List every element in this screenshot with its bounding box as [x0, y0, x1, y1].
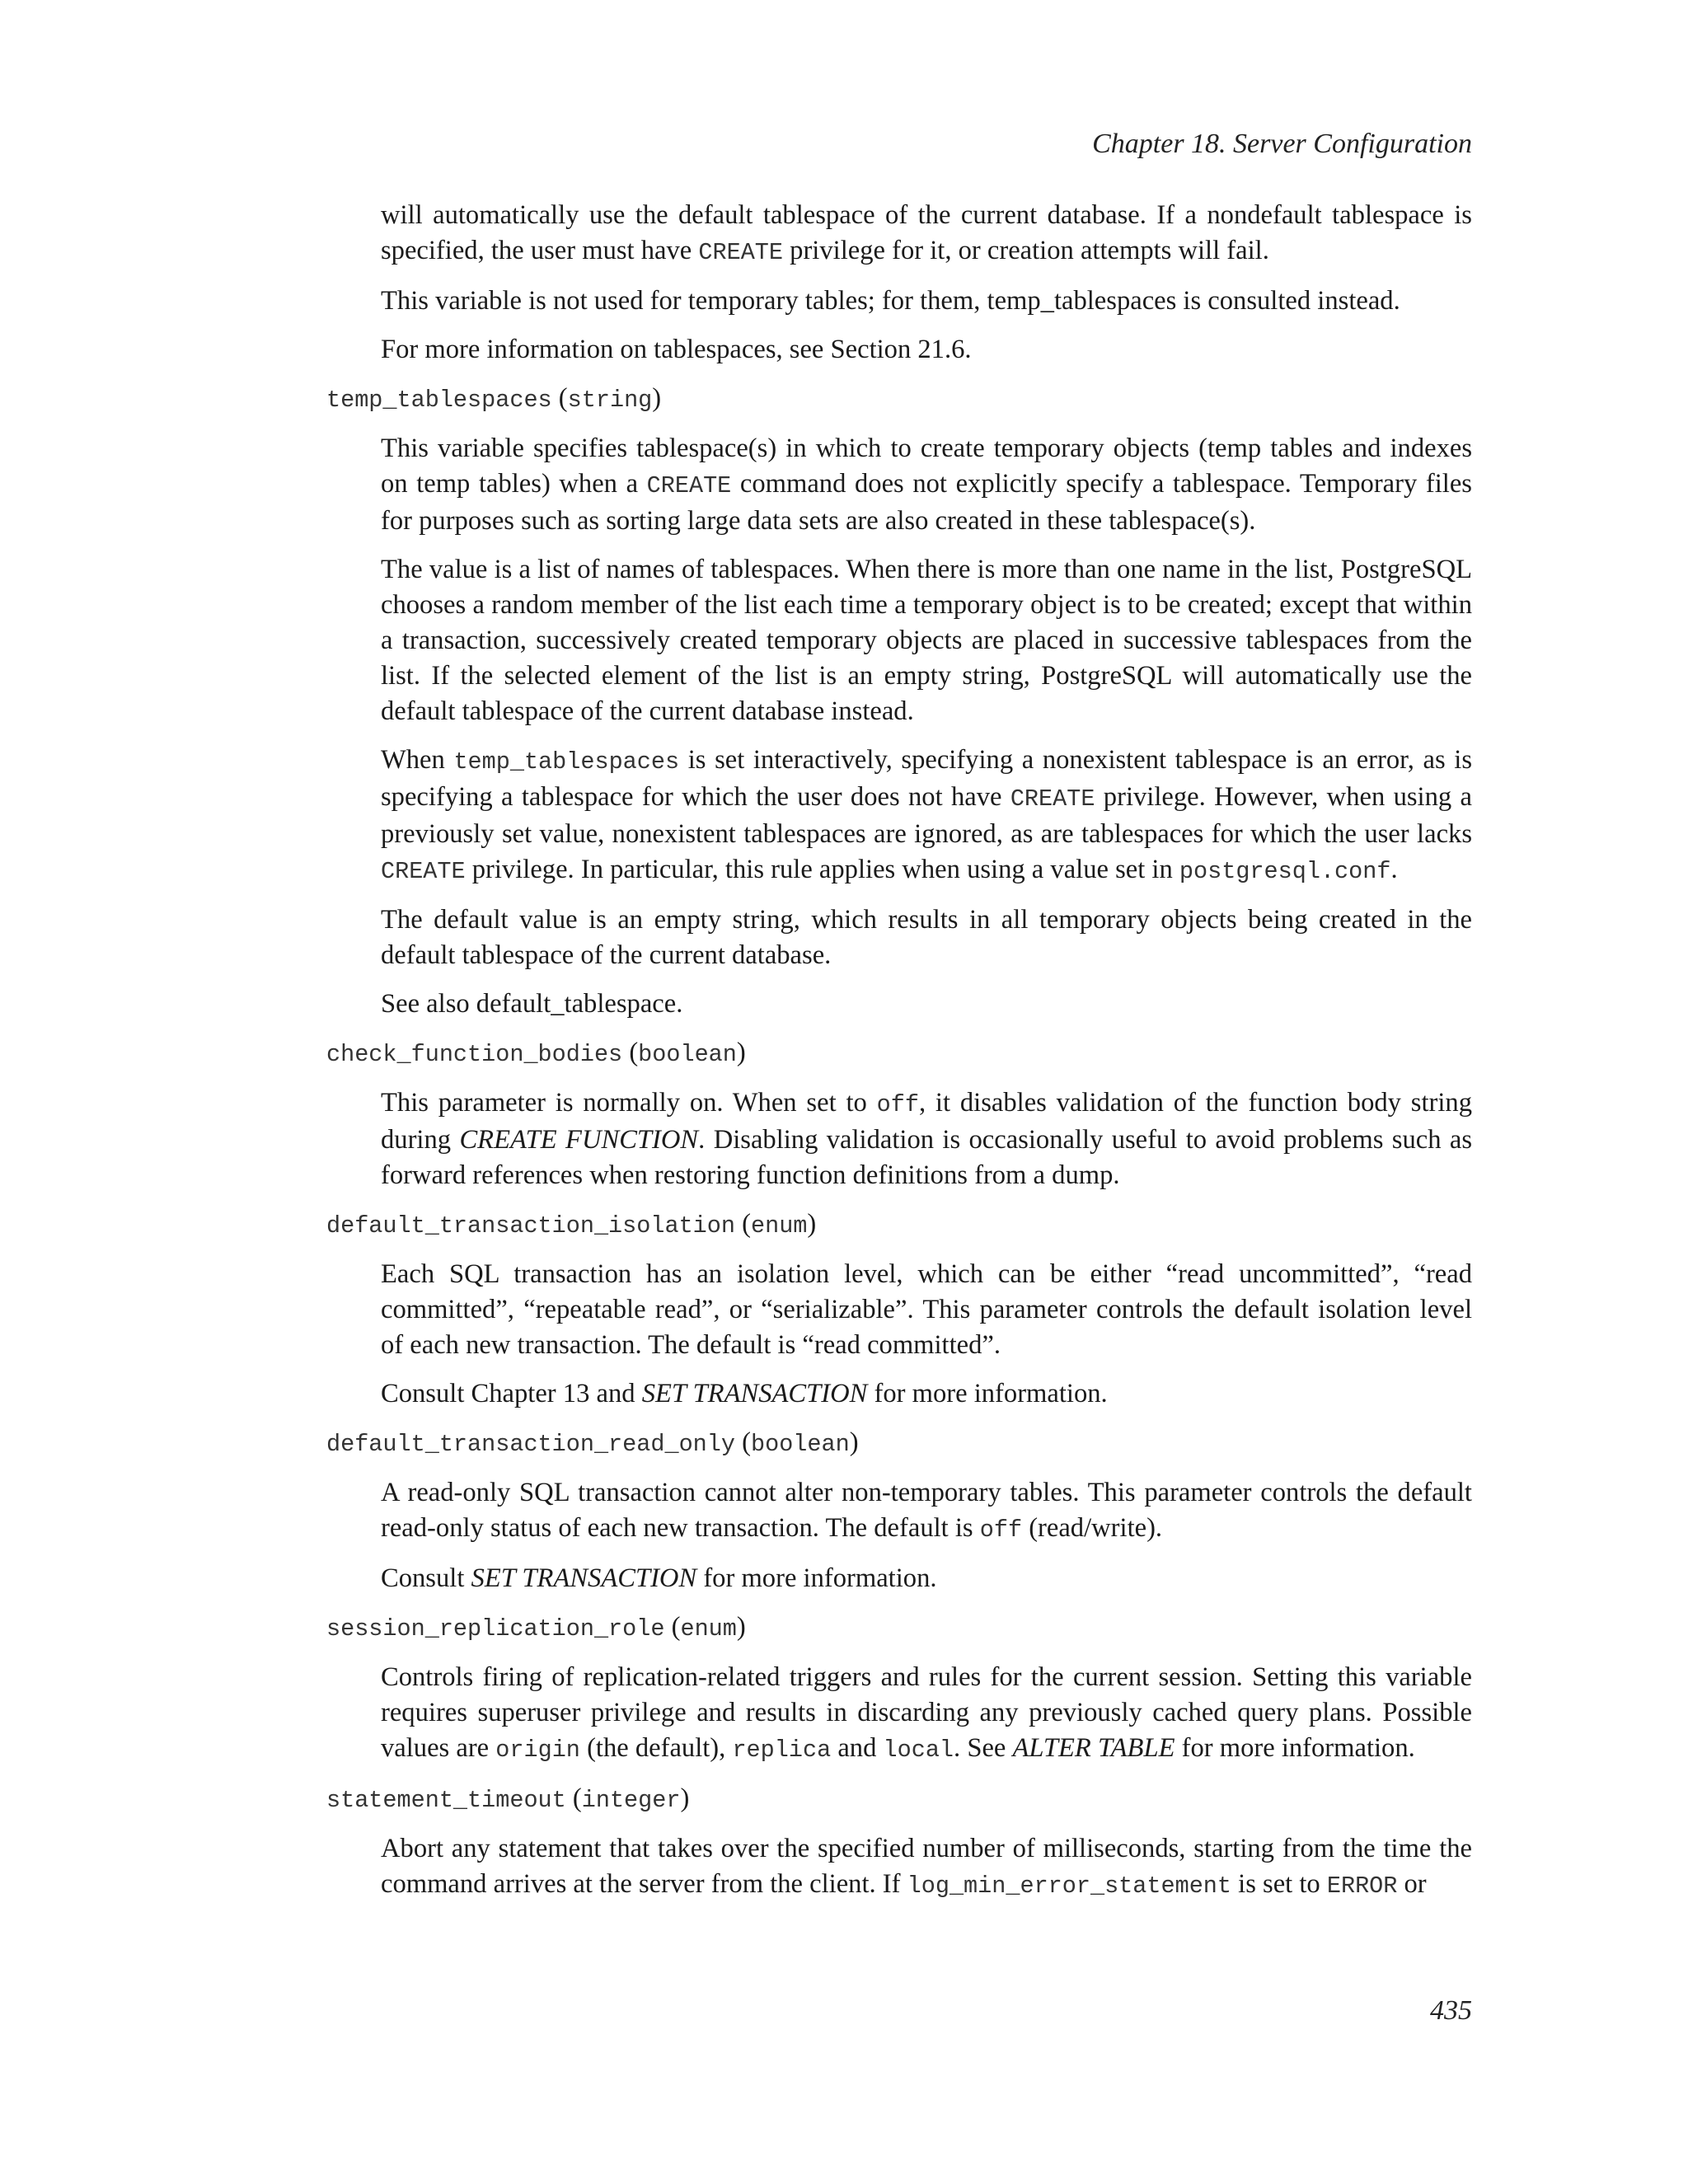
parameter-name: default_transaction_read_only	[326, 1431, 735, 1458]
parameter-term: default_transaction_read_only (boolean)	[326, 1427, 859, 1458]
paragraph	[381, 987, 1472, 1022]
inline-code: CREATE	[1010, 785, 1095, 813]
text-run: This parameter is normally on. When set to	[381, 1088, 877, 1118]
text-run: for more information.	[1175, 1733, 1415, 1763]
paragraph	[381, 743, 1472, 889]
paragraph	[381, 431, 1472, 539]
parameter-type: enum	[680, 1615, 737, 1643]
parameter-type: boolean	[638, 1041, 737, 1068]
text-run: command does not explicitly specify a tablespace. Temporary files for purposes such as sorting large data sets are also created in these tablespace(s).	[381, 469, 1472, 536]
text-run: When	[381, 745, 454, 775]
parameter-name: temp_tablespaces	[326, 387, 552, 414]
text-run: or	[1397, 1869, 1427, 1899]
text-run: . See	[954, 1733, 1013, 1763]
parameter-type: boolean	[750, 1431, 850, 1458]
parameter-name: default_transaction_isolation	[326, 1212, 735, 1240]
text-run: The default value is an empty string, which results in all temporary objects being created in the default tablespace of the current database.	[381, 905, 1472, 970]
paragraph	[381, 552, 1472, 729]
text-run: for more information.	[696, 1563, 937, 1593]
text-run: will automatically use the default tablespace of the current database. If a nondefault tablespace is specified, the user must have	[381, 200, 1472, 265]
text-run: (read/write).	[1022, 1513, 1163, 1543]
paragraph	[381, 902, 1472, 973]
inline-code: CREATE	[698, 239, 784, 266]
parameter-term: check_function_bodies (boolean)	[326, 1038, 746, 1068]
text-run: See also default_tablespace.	[381, 989, 683, 1019]
paragraph	[381, 1831, 1472, 1904]
text-run: and	[831, 1733, 884, 1763]
parameter-term: temp_tablespaces (string)	[326, 383, 662, 414]
text-run: , it disables validation of the function body string during	[381, 1088, 1473, 1155]
inline-code: off	[876, 1091, 919, 1118]
paragraph	[381, 198, 1472, 270]
page-number: 435	[1430, 1995, 1472, 2026]
text-run: .	[1390, 855, 1398, 884]
text-run: privilege. However, when using a previously set value, nonexistent tablespaces are ignored, as are tablespaces for which the user lacks	[381, 782, 1472, 849]
inline-code: postgresql.conf	[1179, 858, 1391, 885]
parameter-term: default_transaction_isolation (enum)	[326, 1209, 817, 1240]
paragraph	[381, 1257, 1472, 1363]
parameter-type: string	[567, 387, 653, 414]
inline-code: origin	[495, 1736, 580, 1764]
text-run: (the default),	[579, 1733, 733, 1763]
inline-code: local	[883, 1736, 954, 1764]
text-run: . Disabling validation is occasionally useful to avoid problems such as forward references when restoring function definitions from a dump.	[381, 1125, 1473, 1190]
paragraph	[381, 284, 1472, 319]
text-run: Abort any statement that takes over the specified number of milliseconds, starting from the time the command arrives at the server from the client. If	[381, 1834, 1472, 1899]
emphasis-text: SET TRANSACTION	[641, 1379, 868, 1408]
parameter-name: session_replication_role	[326, 1615, 665, 1643]
text-run: This variable is not used for temporary tables; for them, temp_tablespaces is consulted instead.	[381, 286, 1400, 316]
inline-code: CREATE	[381, 858, 466, 885]
text-run: The value is a list of names of tablespaces. When there is more than one name in the list, PostgreSQL chooses a random member of the list each time a temporary object is to be created; except that within a transaction, successively created temporary objects are placed in successive tablespaces from the list. If the selected element of the list is an empty string, PostgreSQL will automatically use the default tablespace of the current database instead.	[381, 555, 1472, 726]
text-run: For more information on tablespaces, see Section 21.6.	[381, 335, 972, 364]
text-run: privilege for it, or creation attempts will fail.	[783, 236, 1269, 265]
page-body	[326, 198, 1472, 1917]
text-run: Controls firing of replication-related triggers and rules for the current session. Setting this variable requires superuser privilege and results in discarding any previously cached query plans. Possible values are	[381, 1662, 1472, 1763]
paragraph	[381, 1475, 1472, 1548]
paragraph	[381, 1085, 1472, 1193]
inline-code: temp_tablespaces	[453, 748, 680, 776]
text-run: privilege. In particular, this rule applies when using a value set in	[465, 855, 1179, 884]
paragraph	[381, 1376, 1472, 1412]
paragraph	[381, 1561, 1472, 1596]
inline-code: replica	[732, 1736, 832, 1764]
text-run: A read-only SQL transaction cannot alter non-temporary tables. This parameter controls the default read-only status of each new transaction. The default is	[381, 1478, 1472, 1543]
text-run: Consult Chapter 13 and	[381, 1379, 642, 1408]
text-run: is set to	[1231, 1869, 1327, 1899]
text-run: Each SQL transaction has an isolation level, which can be either “read uncommitted”, “read committed”, “repeatable read”, or “serializable”. This parameter controls the default isolation level of each new transaction. The default is “read committed”.	[381, 1259, 1472, 1360]
parameter-name: statement_timeout	[326, 1787, 566, 1814]
text-run: is set interactively, specifying a nonexistent tablespace is an error, as is specifying a tablespace for which the user does not have	[381, 745, 1472, 812]
running-header: Chapter 18. Server Configuration	[1092, 129, 1472, 159]
paragraph	[381, 1660, 1472, 1768]
parameter-type: integer	[581, 1787, 681, 1814]
text-run: This variable specifies tablespace(s) in which to create temporary objects (temp tables and indexes on temp tables) when a	[381, 434, 1472, 499]
parameter-term: statement_timeout (integer)	[326, 1783, 690, 1814]
emphasis-text: ALTER TABLE	[1012, 1733, 1175, 1763]
emphasis-text: SET TRANSACTION	[471, 1563, 697, 1593]
parameter-name: check_function_bodies	[326, 1041, 623, 1068]
text-run: Consult	[381, 1563, 471, 1593]
inline-code: ERROR	[1326, 1872, 1398, 1900]
parameter-type: enum	[750, 1212, 808, 1240]
emphasis-text: CREATE FUNCTION	[459, 1125, 699, 1155]
parameter-term: session_replication_role (enum)	[326, 1612, 746, 1643]
inline-code: CREATE	[646, 472, 732, 499]
inline-code: off	[979, 1516, 1023, 1544]
text-run: for more information.	[867, 1379, 1108, 1408]
inline-code: log_min_error_statement	[907, 1872, 1232, 1900]
paragraph	[381, 332, 1472, 368]
